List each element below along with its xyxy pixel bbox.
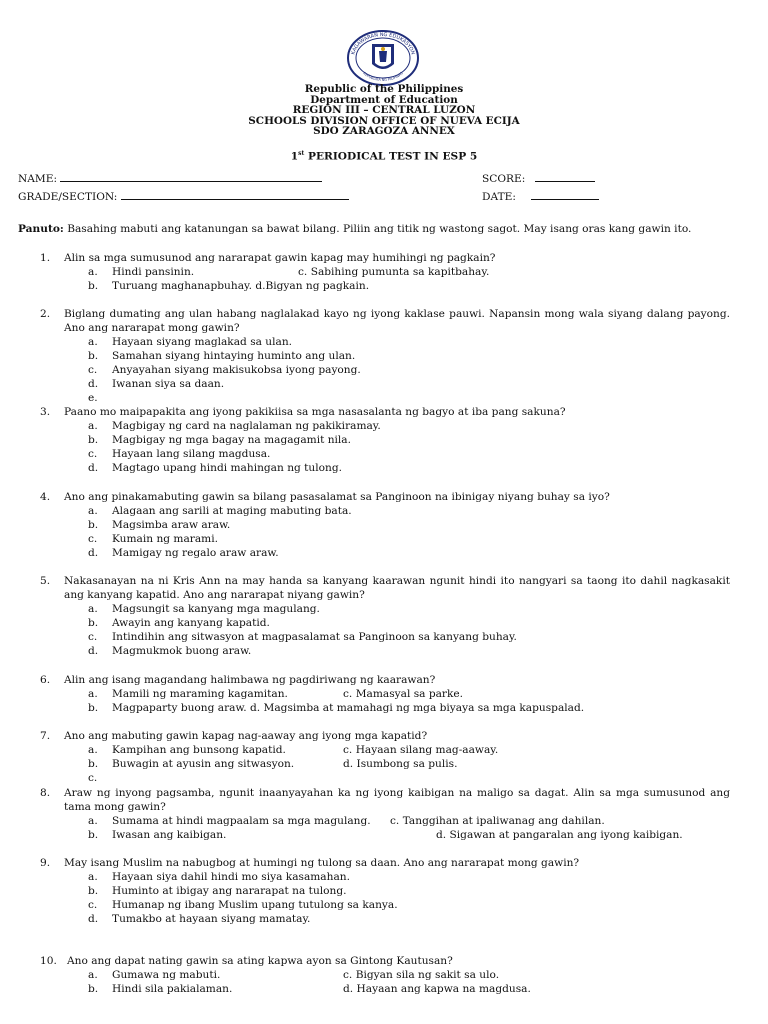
option-letter: a. xyxy=(88,688,98,700)
option-letter: d. xyxy=(343,983,354,995)
option-letter: e. xyxy=(88,392,98,404)
option-c[interactable] xyxy=(390,814,605,828)
option-text: Sumama at hindi magpaalam sa mga magulang. xyxy=(112,815,371,827)
option-letter: d. xyxy=(343,758,354,770)
option-d[interactable] xyxy=(343,982,531,996)
score-label: SCORE: xyxy=(482,173,526,185)
option-d[interactable] xyxy=(88,546,279,560)
date-label: DATE: xyxy=(482,191,516,203)
question-number: 6. xyxy=(40,674,51,686)
question-stem: Ano ang mabuting gawin kapag nag-aaway ang iyong mga kapatid? xyxy=(64,730,428,742)
option-letter: b. xyxy=(88,702,99,714)
option-a[interactable] xyxy=(88,419,381,433)
option-letter: b. xyxy=(88,885,99,897)
option-c[interactable] xyxy=(343,687,463,701)
school-header xyxy=(0,84,768,137)
option-b[interactable] xyxy=(88,828,226,842)
option-text: Hayaan silang mag-aaway. xyxy=(355,744,499,756)
option-c[interactable] xyxy=(88,447,270,461)
option-text: Anyayahan siyang makisukobsa iyong payong. xyxy=(112,364,361,376)
option-text: Hayaan siyang maglakad sa ulan. xyxy=(112,336,293,348)
option-c[interactable] xyxy=(343,968,499,982)
option-c[interactable] xyxy=(298,265,489,279)
option-d[interactable] xyxy=(436,828,683,842)
question-number: 9. xyxy=(40,857,51,869)
option-a[interactable] xyxy=(88,265,194,279)
question-number: 1. xyxy=(40,252,51,264)
test-title xyxy=(0,147,768,164)
option-text: Awayin ang kanyang kapatid. xyxy=(112,617,270,629)
question-stem: May isang Muslim na nabugbog at humingi ng tulong sa daan. Ano ang nararapat mong gawin? xyxy=(64,857,580,869)
option-letter: b. xyxy=(88,758,99,770)
option-text: Alagaan ang sarili at maging mabuting bata. xyxy=(112,505,352,517)
option-c[interactable] xyxy=(343,743,498,757)
deped-seal-logo xyxy=(346,30,420,86)
question-number: 3. xyxy=(40,406,51,418)
option-letter: c. xyxy=(88,448,98,460)
option-b[interactable] xyxy=(88,349,355,363)
option-text: Bigyan sila ng sakit sa ulo. xyxy=(355,969,500,981)
option-letter: c. xyxy=(88,533,98,545)
grade-section-line[interactable] xyxy=(121,190,349,200)
date-field[interactable] xyxy=(482,190,599,204)
option-letter: c. xyxy=(343,969,353,981)
option-c[interactable] xyxy=(88,630,517,644)
option-a[interactable] xyxy=(88,870,350,884)
option-text: Mamili ng maraming kagamitan. xyxy=(112,688,288,700)
header-line: SCHOOLS DIVISION OFFICE OF NUEVA ECIJA xyxy=(248,114,520,127)
option-text: Mamasyal sa parke. xyxy=(355,688,464,700)
option-text: Magsungit sa kanyang mga magulang. xyxy=(112,603,320,615)
option-b[interactable] xyxy=(88,701,584,715)
option-text: Iwasan ang kaibigan. xyxy=(112,829,227,841)
name-field[interactable] xyxy=(18,172,322,186)
option-letter: c. xyxy=(88,772,98,784)
option-letter: a. xyxy=(88,336,98,348)
option-text: Kumain ng marami. xyxy=(112,533,218,545)
option-text: Humanap ng ibang Muslim upang tutulong sa kanya. xyxy=(112,899,398,911)
option-letter: a. xyxy=(88,744,98,756)
option-b[interactable] xyxy=(88,757,294,771)
option-text: Iwanan siya sa daan. xyxy=(112,378,225,390)
title-sup: st xyxy=(298,150,305,157)
option-d[interactable] xyxy=(343,757,457,771)
svg-text:KAGAWARAN NG EDUKASYON: KAGAWARAN NG EDUKASYON xyxy=(350,31,416,56)
option-letter: b. xyxy=(88,350,99,362)
option-a[interactable] xyxy=(88,743,286,757)
option-text: Hayaan siya dahil hindi mo siya kasamahan. xyxy=(112,871,350,883)
option-text: Magbigay ng mga bagay na magagamit nila. xyxy=(112,434,351,446)
option-text: Turuang maghanapbuhay. d.Bigyan ng pagkain. xyxy=(112,280,370,292)
header-line: Department of Education xyxy=(310,93,458,106)
option-text: Isumbong sa pulis. xyxy=(356,758,458,770)
option-letter: c. xyxy=(88,631,98,643)
option-letter: c. xyxy=(88,899,98,911)
grade-section-label: GRADE/SECTION: xyxy=(18,191,118,203)
option-text: Intindihin ang sitwasyon at magpasalamat sa Panginoon sa kanyang buhay. xyxy=(112,631,517,643)
option-text: Gumawa ng mabuti. xyxy=(112,969,221,981)
option-letter: b. xyxy=(88,280,99,292)
header-line: SDO ZARAGOZA ANNEX xyxy=(313,125,455,137)
score-field[interactable] xyxy=(482,172,595,186)
option-letter: b. xyxy=(88,983,99,995)
option-d[interactable] xyxy=(88,461,342,475)
option-d[interactable] xyxy=(88,644,251,658)
title-rest: PERIODICAL TEST IN ESP 5 xyxy=(304,150,478,163)
option-letter: b. xyxy=(88,434,99,446)
option-a[interactable] xyxy=(88,968,220,982)
option-letter: b. xyxy=(88,617,99,629)
name-label: NAME: xyxy=(18,173,58,185)
option-b[interactable] xyxy=(88,982,232,996)
option-b[interactable] xyxy=(88,616,270,630)
option-c[interactable] xyxy=(88,898,398,912)
option-c[interactable] xyxy=(88,532,218,546)
option-text: Hindi sila pakialaman. xyxy=(112,983,233,995)
option-a[interactable] xyxy=(88,814,371,828)
question-stem: Alin ang isang magandang halimbawa ng pagdiriwang ng kaarawan? xyxy=(64,674,436,686)
option-c[interactable] xyxy=(88,363,361,377)
option-letter: d. xyxy=(88,645,99,657)
option-text: Kampihan ang bunsong kapatid. xyxy=(112,744,286,756)
option-letter: a. xyxy=(88,420,98,432)
option-e[interactable] xyxy=(88,391,112,405)
option-letter: c. xyxy=(343,744,353,756)
option-text: Magsimba araw araw. xyxy=(112,519,231,531)
option-text: Tumakbo at hayaan siyang mamatay. xyxy=(112,913,311,925)
option-b[interactable] xyxy=(88,518,230,532)
date-line[interactable] xyxy=(531,190,599,200)
directions-label: Panuto: xyxy=(18,223,64,235)
question-stem: Biglang dumating ang ulan habang naglalakad kayo ng iyong kaklase pauwi. Napansin mong wala siyang dalang payong. Ano ang nararapat mong gawin? xyxy=(64,308,730,334)
option-text: Magtago upang hindi mahingan ng tulong. xyxy=(112,462,342,474)
option-text: Magbigay ng card na naglalaman ng pakikiramay. xyxy=(112,420,381,432)
option-letter: d. xyxy=(88,378,99,390)
option-text: Magmukmok buong araw. xyxy=(112,645,252,657)
svg-text:REPUBLIKA NG PILIPINAS: REPUBLIKA NG PILIPINAS xyxy=(362,71,404,83)
title-prefix: 1 xyxy=(290,150,299,163)
question-number: 4. xyxy=(40,491,51,503)
question-number: 2. xyxy=(40,308,51,320)
option-letter: d. xyxy=(436,829,447,841)
option-b[interactable] xyxy=(88,279,369,293)
option-letter: c. xyxy=(343,688,353,700)
option-text: Magpaparty buong araw. d. Magsimba at mamahagi ng mga biyaya sa mga kapuspalad. xyxy=(112,702,585,714)
name-line[interactable] xyxy=(60,172,322,182)
option-letter: a. xyxy=(88,505,98,517)
question-stem: Nakasanayan na ni Kris Ann na may handa sa kanyang kaarawan ngunit hindi ito nangyari sa taong ito dahil nagkasakit ang kanyang kapatid. Ano ang nararapat niyang gawin? xyxy=(64,575,730,601)
option-text: Sabihing pumunta sa kapitbahay. xyxy=(310,266,490,278)
option-letter: a. xyxy=(88,266,98,278)
option-letter: a. xyxy=(88,815,98,827)
option-text: Sigawan at pangaralan ang iyong kaibigan. xyxy=(449,829,683,841)
question-number: 5. xyxy=(40,575,51,587)
option-text: Buwagin at ayusin ang sitwasyon. xyxy=(112,758,295,770)
option-d[interactable] xyxy=(88,377,224,391)
option-letter: c. xyxy=(298,266,308,278)
option-b[interactable] xyxy=(88,433,351,447)
option-letter: c. xyxy=(88,364,98,376)
option-text: Mamigay ng regalo araw araw. xyxy=(112,547,279,559)
grade-section-field[interactable] xyxy=(18,190,349,204)
option-letter: c. xyxy=(390,815,400,827)
header-line: Republic of the Philippines xyxy=(304,83,464,95)
option-b[interactable] xyxy=(88,884,347,898)
option-text: Hayaan lang silang magdusa. xyxy=(112,448,271,460)
question-stem: Ano ang dapat nating gawin sa ating kapwa ayon sa Gintong Kautusan? xyxy=(67,955,453,967)
option-letter: d. xyxy=(88,462,99,474)
option-text: Samahan siyang hintaying huminto ang ulan. xyxy=(112,350,356,362)
option-letter: b. xyxy=(88,519,99,531)
option-c-empty[interactable] xyxy=(88,771,112,785)
option-letter: a. xyxy=(88,871,98,883)
option-a[interactable] xyxy=(88,504,352,518)
option-letter: a. xyxy=(88,969,98,981)
question-stem: Araw ng inyong pagsamba, ngunit inaanyayahan ka ng iyong kaibigan na maligo sa dagat. Alin sa mga sumusunod ang tama mong gawin? xyxy=(64,787,730,813)
option-letter: b. xyxy=(88,829,99,841)
directions xyxy=(18,222,738,236)
directions-text: Basahing mabuti ang katanungan sa bawat bilang. Piliin ang titik ng wastong sagot. May isang oras kang gawin ito. xyxy=(63,223,692,235)
question-stem: Alin sa mga sumusunod ang nararapat gawin kapag may humihingi ng pagkain? xyxy=(64,252,496,264)
score-line[interactable] xyxy=(535,172,595,182)
question-number: 8. xyxy=(40,787,51,799)
question-number: 10. xyxy=(40,955,57,967)
option-text: Hayaan ang kapwa na magdusa. xyxy=(356,983,531,995)
option-a[interactable] xyxy=(88,335,292,349)
option-text: Tanggihan at ipaliwanag ang dahilan. xyxy=(402,815,605,827)
header-line: REGION III – CENTRAL LUZON xyxy=(292,104,476,116)
option-letter: d. xyxy=(88,913,99,925)
option-letter: d. xyxy=(88,547,99,559)
option-text: Huminto at ibigay ang nararapat na tulong. xyxy=(112,885,347,897)
option-d[interactable] xyxy=(88,912,310,926)
question-number: 7. xyxy=(40,730,51,742)
option-a[interactable] xyxy=(88,602,320,616)
question-stem: Paano mo maipapakita ang iyong pakikiisa sa mga nasasalanta ng bagyo at iba pang sakuna? xyxy=(64,406,566,418)
question-stem: Ano ang pinakamabuting gawin sa bilang pasasalamat sa Panginoon na ibinigay niyang buhay sa iyo? xyxy=(64,491,610,503)
option-text: Hindi pansinin. xyxy=(112,266,195,278)
option-a[interactable] xyxy=(88,687,288,701)
option-letter: a. xyxy=(88,603,98,615)
